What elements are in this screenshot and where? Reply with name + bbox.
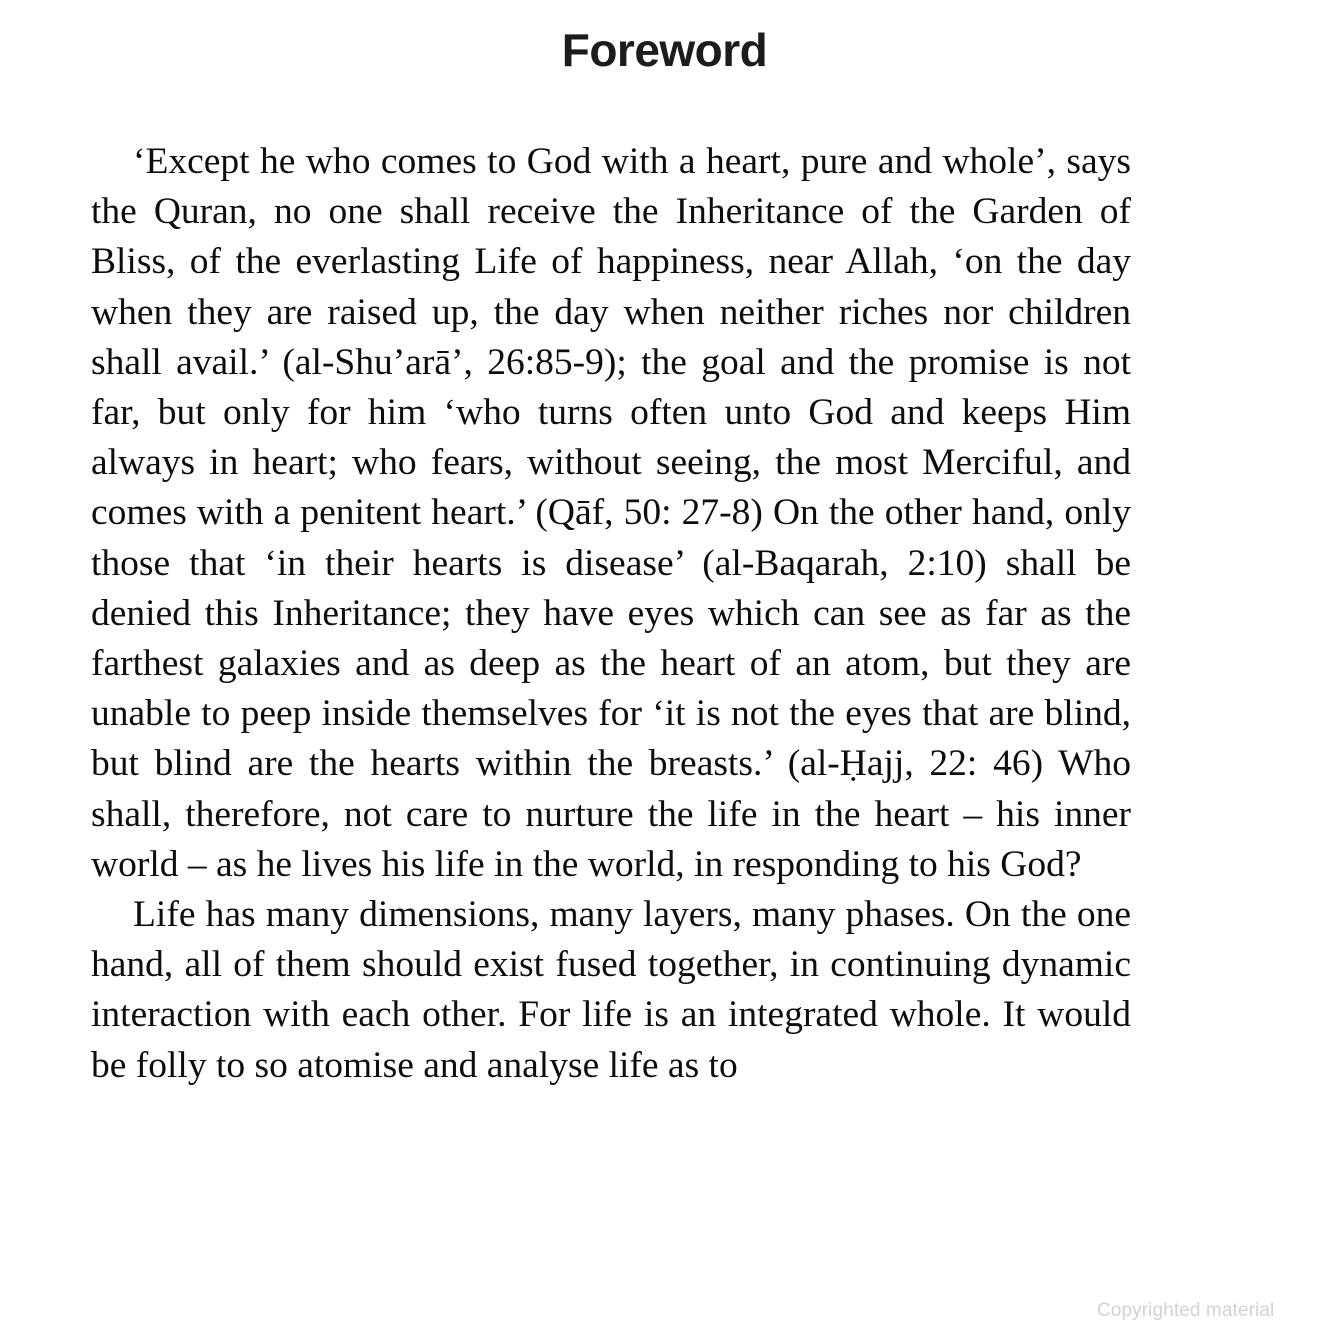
paragraph-1: ‘Except he who comes to God with a heart, pure and whole’, says the Quran, no one shall receive the Inheritance of the Garden of Bliss, of the everlasting Life of happiness, near Allah, ‘on the day when they are raised up, the day when neither riches nor children shall avail.’ (al-Shu’arā’, 26:85-9); the goal and the promise is not far, but only for him ‘who turns often unto God and keeps Him always in heart; who fears, without seeing, the most Merciful, and comes with a penitent heart.’ (Qāf, 50: 27-8) On the other hand, only those that ‘in their hearts is disease’ (al-Baqarah, 2:10) shall be denied this Inheritance; they have eyes which can see as far as the farthest galaxies and as deep as the heart of an atom, but they are unable to peep inside themselves for ‘it is not the eyes that are blind, but blind are the hearts within the breasts.’ (al-Ḥajj, 22: 46) Who shall, therefore, not care to nurture the life in the heart – his inner world – as he lives his life in the world, in responding to his God? <box>91 141 1131 885</box>
copyright-watermark: Copyrighted material <box>1097 1300 1275 1321</box>
body-text-column <box>91 137 1131 1091</box>
page-title: Foreword <box>561 23 768 76</box>
paragraph-2: Life has many dimensions, many layers, many phases. On the one hand, all of them should exist fused together, in continuing dynamic interaction with each other. For life is an integrated whole. It would be folly to so atomise and analyse life as to <box>91 894 1131 1086</box>
